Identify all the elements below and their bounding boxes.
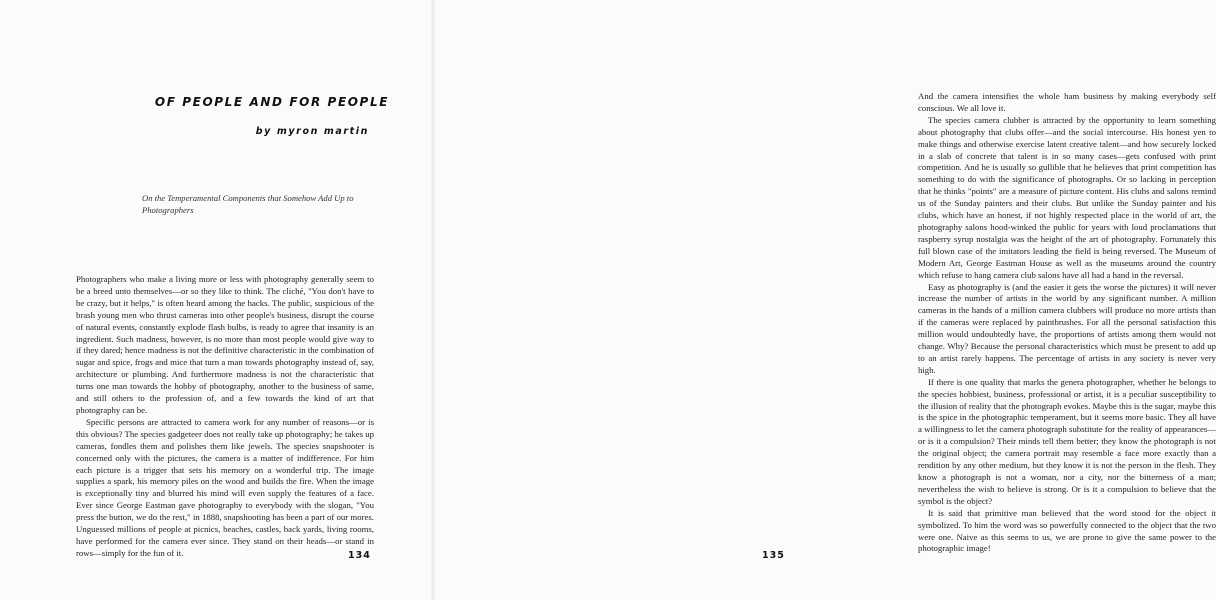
left-body-column [76, 274, 374, 560]
left-page [0, 0, 433, 600]
body-paragraph: Photographers who make a living more or less with photography generally seem to be a breed unto themselves—or so they like to think. The cliché, "You don't have to be crazy, but it helps," is often heard among the hacks. The public, suspicious of the brash young men who thrust cameras into other people's business, disrupt the course of natural events, constantly explode flash bulbs, is ready to agree that insanity is an ingredient. Such madness, however, is no more than most people would give way to if they dared; hence madness is not the definitive characteristic in the combination of sugar and spice, frogs and mice that turn a man towards photography instead of, say, architecture or plumbing. And furthermore madness is not the characteristic that turns one man towards the hobby of photography, another to the business of same, and still others to the profession of, and a few towards the kind of art that photography can be. [76, 274, 374, 415]
author-byline: by myron martin [255, 126, 369, 137]
page-number-left: 134 [348, 550, 371, 561]
body-paragraph: If there is one quality that marks the genera photographer, whether he belongs to the species hobbiest, business, professional or artist, it is a peculiar susceptibility to the illusion of reality that the photograph evokes. Maybe this is the sugar, maybe this is the spice in the photographic temperament, but it seems more basic. They all have a willingness to let the camera photograph substitute for the reality of appearances—or is it a compulsion? Their minds tell them better; they know the photograph is not the original object; the camera portrait may resemble a face more exactly than a rendition by any other medium, but they know it is not the person in the flesh. They know a photograph is not a woman, nor a city, nor the bitterness of a man; nevertheless the wish to believe is strong. Or is it a compulsion to believe that the symbol is the object? [918, 376, 1216, 506]
body-paragraph: Specific persons are attracted to camera work for any number of reasons—or is this obvious? The species gadgeteer does not really take up photography; he takes up cameras, fondles them and polishes them like jewels. The species snapshooter is concerned only with the pictures, the camera is a matter of indifference. For him each picture is a trigger that sets his memory on a wonderful trip. The image supplies a spark, his memory piles on the wood and builds the fire. When the image is exceptionally tiny and blurred his mind will even supply the features of a face. Ever since George Eastman gave photography to everybody with the slogan, "You press the button, we do the rest," in 1888, snapshooting has been a part of our mores. Unguessed millions of people at picnics, beaches, castles, back yards, living rooms, have performed for the camera ever since. They stand on their heads—or stand in rows—simply for the fun of it. [76, 416, 374, 558]
body-paragraph: It is said that primitive man believed that the word stood for the object it symbolized. To him the word was so powerfully connected to the object that the two were one. Naive as this seems to us, we are prone to give the same power to the photographic image! [918, 507, 1216, 554]
body-paragraph: Easy as photography is (and the easier it gets the worse the pictures) it will never increase the number of artists in the world by any significant number. A million cameras in the hands of a million camera clubbers will produce no more artists than if the cameras were replaced by paintbrushes. For all the personal satisfaction this million would undoubtedly have, the proportions of artists among them would not change. Why? Because the personal characteristics which must be present to add up to an artist rarely happens. The percentage of artists in any society is never very high. [918, 281, 1216, 375]
article-title: OF PEOPLE AND FOR PEOPLE [154, 95, 389, 109]
body-paragraph: The species camera clubber is attracted by the opportunity to learn something about photography that clubs offer—and the social intercourse. His honest yen to make things and otherwise exercise latent creative talent—and how securely locked in a slab of concrete that talent is in so many cases—gets confused with print competition. And he is usually so gullible that he believes that print competition has something to do with the significance of photographs. Or so lacking in perception that he thinks "points" are a measure of picture content. His clubs and salons remind us of the Sunday painters and their clubs. But unlike the Sunday painter and his clubs, which have an honest, if not highly respected place in the world of art, the photography salons hood-winked the public for years with loud proclamations that raspberry syrup nostalgia was the height of the art of photography. Fortunately this full blown case of the imitators leading the field is being reversed. The Museum of Modern Art, George Eastman House as well as the museums around the country which refuse to hang camera club salons have all had a hand in the reversal. [918, 114, 1216, 280]
right-page [433, 0, 1216, 600]
article-subtitle: On the Temperamental Components that Somehow Add Up to Photographers [142, 193, 354, 215]
page-number-right: 135 [762, 550, 785, 561]
right-body-column [918, 91, 1216, 555]
body-paragraph: And the camera intensifies the whole ham business by making everybody self conscious. We all love it. [918, 91, 1216, 113]
